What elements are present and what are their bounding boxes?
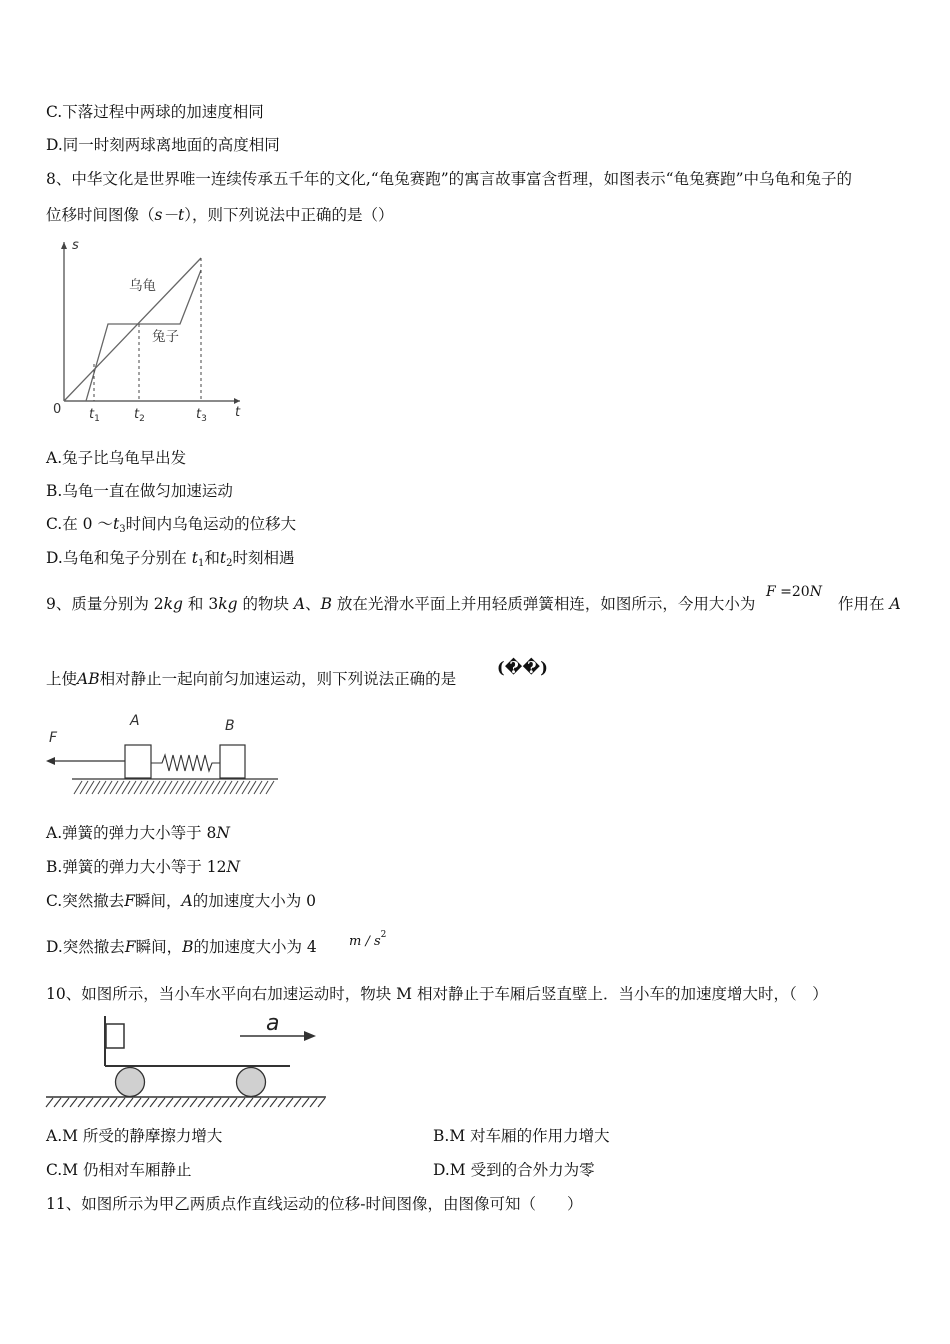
graph-t1-label: $t_1$	[89, 407, 100, 424]
accel-arrow-icon	[304, 1031, 316, 1041]
q9-stem-line1: 9、质量分别为 2kg 和 3kg 的物块 A、B 放在光滑水平面上并用轻质弹簧相连，如图所示，今用大小为	[46, 595, 756, 613]
q8-st-graph	[46, 236, 246, 426]
q8-stem-line1: 8、中华文化是世界唯一连续传承五千年的文化,“龟兔赛跑”的寓言故事富含哲理，如图表示“龟兔赛跑”中乌龟和兔子的	[46, 170, 852, 188]
fig-f-label: F	[49, 730, 58, 746]
graph-t3-label: $t_3$	[196, 407, 207, 424]
ground-hatch	[74, 781, 274, 794]
q7-option-d: D.同一时刻两球离地面的高度相同	[46, 136, 280, 154]
q8-st-symbol: s－t	[154, 206, 185, 224]
q10-option-c: C.M 仍相对车厢静止	[46, 1161, 192, 1179]
q9-spring-figure	[44, 710, 284, 800]
q10-stem: 10、如图所示，当小车水平向右加速运动时，物块 M 相对静止于车厢后竖直壁上．当小车的加速度增大时，（ ）	[46, 985, 828, 1003]
q9-stem-line2: 上使AB相对静止一起向前匀加速运动，则下列说法正确的是	[46, 670, 457, 688]
force-arrow-icon	[46, 757, 55, 765]
graph-rabbit-label: 兔子	[152, 329, 179, 345]
q9-force-expression: F =20N	[766, 584, 822, 600]
fig-b-label: B	[225, 718, 235, 734]
q10-cart-figure	[44, 1010, 334, 1110]
graph-t2-label: $t_2$	[134, 407, 145, 424]
q8-option-b: B.乌龟一直在做匀加速运动	[46, 482, 233, 500]
q9-option-a: A.弹簧的弹力大小等于 8N	[46, 824, 230, 842]
graph-origin-label: 0	[53, 402, 62, 417]
q9-stem-line1-tail: 作用在 A	[838, 595, 901, 613]
block-b	[220, 745, 245, 778]
q8-stem-line2: 位移时间图像（s－t），则下列说法中正确的是（）	[46, 206, 394, 224]
q8-option-a: A.兔子比乌龟早出发	[46, 449, 187, 467]
fig-accel-label: a	[266, 1011, 280, 1036]
y-axis-arrow-icon	[61, 242, 67, 249]
q9-option-c: C.突然撤去F瞬间，A的加速度大小为 0	[46, 892, 317, 910]
ground-hatch	[46, 1098, 325, 1107]
q9-option-b: B.弹簧的弹力大小等于 12N	[46, 858, 241, 876]
graph-t-label: t	[235, 405, 241, 420]
q7-option-c: C.下落过程中两球的加速度相同	[46, 103, 264, 121]
block-a	[125, 745, 151, 778]
spring	[151, 755, 220, 771]
wheel-left	[116, 1068, 145, 1097]
fig-a-label: A	[130, 713, 140, 729]
graph-turtle-label: 乌龟	[129, 278, 156, 294]
q10-option-d: D.M 受到的合外力为零	[433, 1161, 595, 1179]
wheel-right	[237, 1068, 266, 1097]
q8-option-c: C.在 0 $\sim t_3$时间内乌龟运动的位移大	[46, 515, 297, 535]
graph-s-label: s	[72, 238, 79, 253]
q10-option-a: A.M 所受的静摩擦力增大	[46, 1127, 223, 1145]
block-m	[106, 1024, 124, 1048]
q11-stem: 11、如图所示为甲乙两质点作直线运动的位移-时间图像，由图像可知（ ）	[46, 1195, 583, 1213]
x-axis-arrow-icon	[234, 398, 240, 404]
q8-option-d: D.乌龟和兔子分别在 $t_1$和$t_2$时刻相遇	[46, 549, 295, 569]
q9-option-d-unit: m / $s^2$	[349, 930, 387, 949]
q10-option-b: B.M 对车厢的作用力增大	[433, 1127, 610, 1145]
q9-option-d: D.突然撤去F瞬间，B的加速度大小为 4	[46, 938, 317, 956]
q9-answer-paren: (��)	[497, 658, 548, 677]
